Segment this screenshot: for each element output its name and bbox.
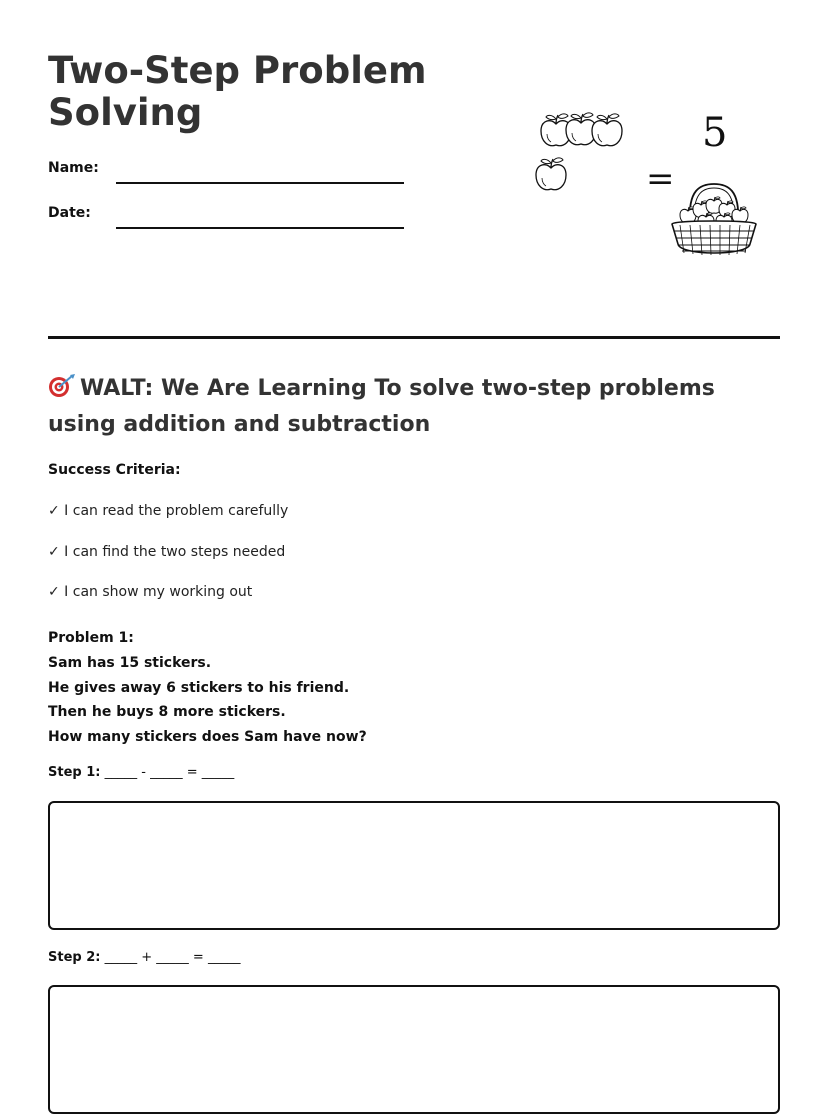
success-criteria-heading: Success Criteria: [48,462,181,478]
step-1-answer-box[interactable] [48,801,780,930]
apple-single-icon [536,158,566,190]
step-1 [48,765,234,780]
problem-block [48,626,367,750]
problem-heading: Problem 1: [48,630,134,646]
date-write-line[interactable] [116,227,404,229]
step-1-equation: _____ - _____ = _____ [104,765,235,780]
walt-text: WALT: We Are Learning To solve two-step problems using addition and subtraction [48,376,715,437]
date-label: Date: [48,205,91,221]
criteria-item: ✓ I can read the problem carefully [48,503,289,519]
apple-group-top-icon [541,113,622,146]
name-label: Name: [48,160,99,176]
apple-basket-icon [672,184,756,255]
criteria-item: ✓ I can show my working out [48,584,253,600]
step-2-answer-box[interactable] [48,985,780,1114]
apples-equation-illustration [528,104,768,272]
number-five: 5 [702,110,728,156]
success-criteria-list [48,502,288,624]
target-icon [48,374,76,398]
step-2-label: Step 2: [48,950,101,965]
name-write-line[interactable] [116,182,404,184]
equals-sign: = [646,159,675,199]
step-2-equation: _____ + _____ = _____ [104,950,241,965]
problem-line: How many stickers does Sam have now? [48,729,367,746]
name-field [48,160,408,190]
problem-line: Sam has 15 stickers. [48,654,212,671]
problem-line: He gives away 6 stickers to his friend. [48,679,350,696]
date-field [48,205,408,235]
problem-line: Then he buys 8 more stickers. [48,704,286,721]
section-divider [48,336,780,339]
page-title: Two-Step Problem Solving [48,49,427,134]
step-2 [48,950,240,965]
step-1-label: Step 1: [48,765,101,780]
criteria-item: ✓ I can find the two steps needed [48,543,286,560]
walt-heading [48,371,748,443]
